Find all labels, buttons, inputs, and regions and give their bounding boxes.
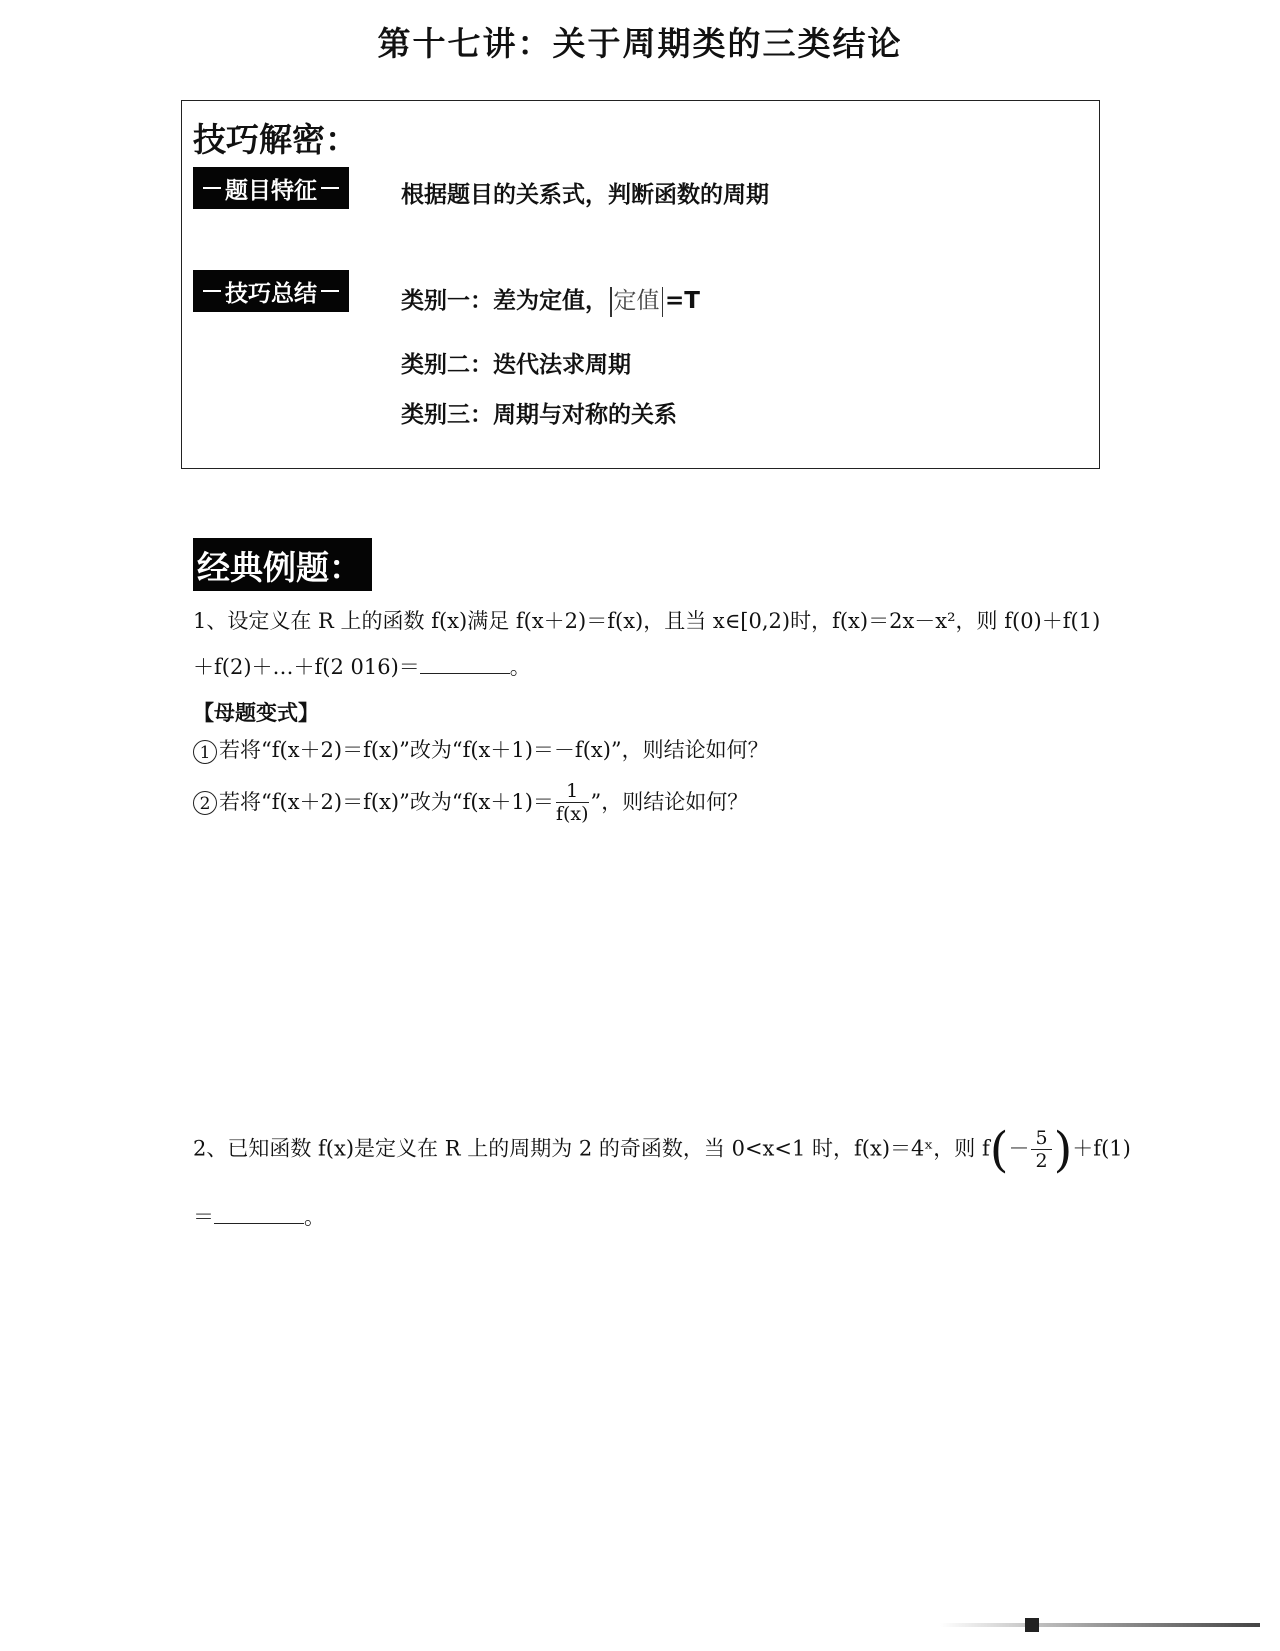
variant-heading: 【母题变式】 — [193, 701, 319, 725]
category-1: 类别一：差为定值， 定值 =T — [401, 282, 700, 317]
problem-1-line-1: 1、设定义在 R 上的函数 f(x)满足 f(x＋2)＝f(x)，且当 x∈[0,2)时，f(x)＝2x－x²，则 f(0)＋f(1) — [193, 609, 1101, 633]
category-1-abs-value: 定值 — [613, 288, 660, 314]
scroll-indicator-icon — [940, 1618, 1260, 1632]
feature-text: 根据题目的关系式，判断函数的周期 — [401, 182, 769, 208]
examples-heading: 经典例题： — [193, 538, 372, 591]
page-title: 第十七讲：关于周期类的三类结论 — [377, 24, 903, 63]
circled-number: 1 — [193, 740, 217, 764]
category-3: 类别三：周期与对称的关系 — [401, 402, 677, 428]
variant-1: 1 若将“f(x＋2)＝f(x)”改为“f(x＋1)＝－f(x)”，则结论如何？ — [193, 738, 769, 764]
skill-box-heading: 技巧解密： — [193, 120, 358, 159]
feature-label: 题目特征 — [193, 167, 349, 209]
problem-2-line-2: ＝ 。 — [193, 1205, 325, 1229]
problem-2-line-1: 2、已知函数 f(x)是定义在 R 上的周期为 2 的奇函数，当 0<x<1 时，f(x)＝4ˣ，则 f(－ $\frac{5}{2}$ )＋f(1) — [193, 1122, 1131, 1178]
fraction: $\frac{1}{f(x)}$ — [555, 780, 589, 825]
problem-1-line-2: ＋f(2)＋…＋f(2 016)＝ 。 — [193, 655, 531, 679]
variant-2: 2 若将“f(x＋2)＝f(x)”改为“f(x＋1)＝ $\frac{1}{f(x)}$ ”，则结论如何？ — [193, 781, 748, 826]
circled-number: 2 — [193, 791, 217, 815]
answer-blank — [420, 653, 510, 674]
category-2: 类别二：迭代法求周期 — [401, 352, 631, 378]
answer-blank — [214, 1203, 304, 1224]
summary-label: 技巧总结 — [193, 270, 349, 312]
fraction: $\frac{5}{2}$ — [1031, 1128, 1051, 1173]
